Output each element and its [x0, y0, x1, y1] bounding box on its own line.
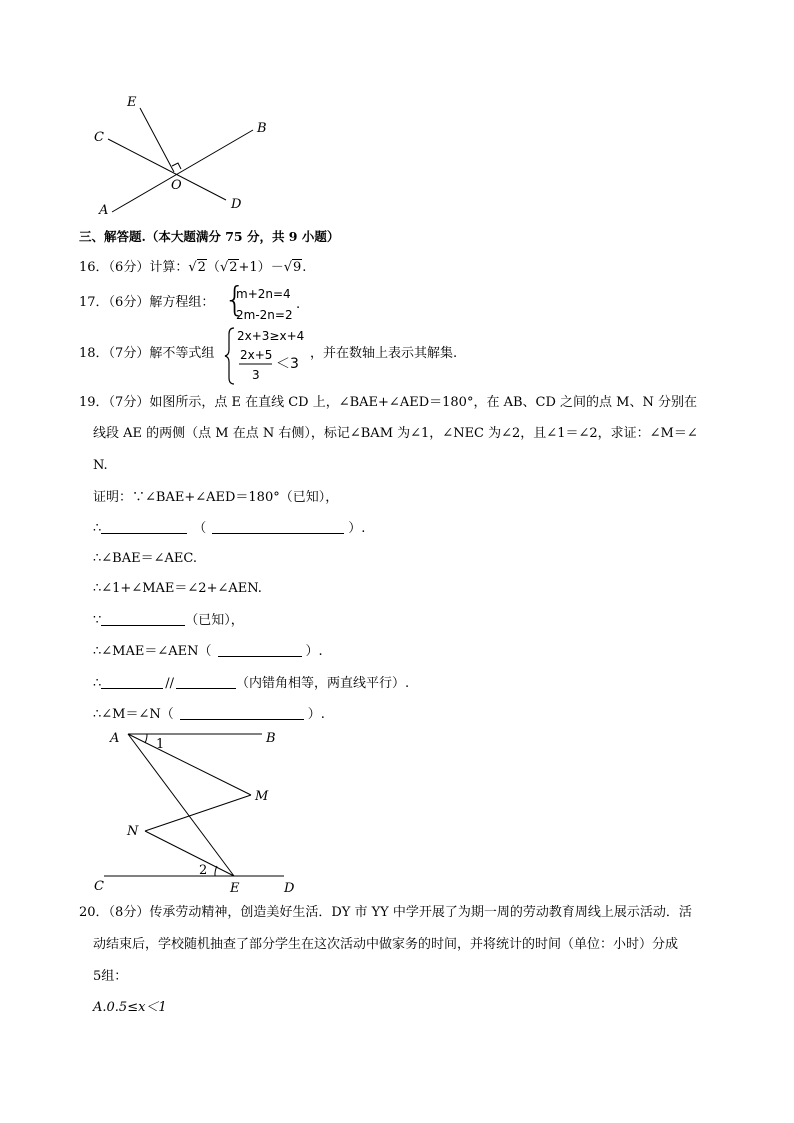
- q16-radicand-3: 9: [293, 260, 302, 275]
- figure1-label-E: E: [127, 95, 137, 110]
- reason-parallel: （内错角相等，两直线平行）.: [236, 676, 410, 691]
- q20-score: （8分）: [108, 905, 150, 920]
- sqrt-icon: √: [219, 260, 229, 275]
- proof-line-3: ∴∠BAE＝∠AEC.: [93, 551, 197, 566]
- fig19-label-angle1: 1: [156, 737, 165, 752]
- fig19-label-M: M: [255, 789, 269, 804]
- segment-NE: [145, 831, 234, 876]
- question-19-line-2: 线段 AE 的两侧（点 M 在点 N 右侧），标记∠BAM 为∠1，∠NEC 为∠2，且∠1＝∠2，求证：∠M＝∠: [93, 426, 698, 441]
- fig19-label-E: E: [230, 881, 240, 896]
- q20-group-A: A.0.5≤x＜1: [93, 1000, 167, 1015]
- q18-number: 18．: [79, 346, 109, 361]
- q18-less-than: ＜3: [276, 356, 299, 372]
- close-paren: ）.: [307, 707, 325, 722]
- question-20-line-3: 5组：: [93, 969, 128, 984]
- figure1-label-O: O: [171, 178, 182, 193]
- q18-numerator: 2x+5: [240, 348, 273, 362]
- fig19-label-D: D: [284, 881, 295, 896]
- sqrt-icon: √: [283, 260, 292, 275]
- q17-equation-2: 2m-2n=2: [236, 308, 293, 322]
- angle-2-arc: [215, 866, 217, 876]
- q19-score: （7分）: [108, 395, 150, 410]
- q17-score: （6分）: [108, 295, 150, 310]
- close-paren: ）.: [305, 644, 323, 659]
- fig19-label-angle2: 2: [199, 863, 208, 878]
- q17-text: 解方程组：: [149, 295, 215, 310]
- fig19-label-A: A: [110, 731, 120, 746]
- question-20-line-2: 动结束后，学校随机抽查了部分学生在这次活动中做家务的时间，并将统计的时间（单位：小时）分成: [93, 937, 679, 952]
- close-paren: ）.: [348, 521, 366, 536]
- figure1-label-C: C: [94, 130, 104, 145]
- q19-line1: 如图所示，点 E 在直线 CD 上，∠BAE+∠AED＝180°，在 AB、CD 之间的点 M、N 分别在: [149, 395, 697, 410]
- q16-plus1: +1）: [238, 260, 271, 275]
- parallel-symbol: //: [165, 676, 175, 691]
- proof-line-1: 证明：∵∠BAE+∠AED＝180°（已知），: [93, 490, 339, 505]
- therefore-symbol: ∴: [93, 676, 102, 691]
- q16-radicand-1: 2: [197, 260, 206, 275]
- proof-line-4: ∴∠1+∠MAE＝∠2+∠AEN.: [93, 581, 262, 596]
- q18-tail: ，并在数轴上表示其解集.: [310, 346, 458, 361]
- because-symbol: ∵: [93, 613, 102, 628]
- q19-number: 19．: [79, 395, 109, 410]
- q16-radicand-2: 2: [229, 260, 238, 275]
- question-19-line-3: N.: [93, 458, 108, 473]
- q20-line1: 传承劳动精神，创造美好生活．DY 市 YY 中学开展了为期一周的劳动教育周线上展示活动．活: [149, 905, 692, 920]
- figure1-label-D: D: [231, 197, 242, 212]
- q18-inequality-1: 2x+3≥x+4: [237, 329, 305, 343]
- reason-known: （已知），: [185, 613, 244, 628]
- segment-AM: [128, 734, 251, 795]
- left-brace-icon: {: [224, 280, 246, 320]
- q17-end: .: [296, 297, 301, 312]
- q16-score: （6分）: [108, 260, 150, 275]
- therefore-symbol: ∴: [93, 521, 102, 536]
- open-paren: （: [193, 521, 207, 536]
- fig19-label-N: N: [127, 824, 139, 839]
- sqrt-icon: √: [188, 260, 197, 275]
- section-title: 三、解答题.（本大题满分 75 分，共 9 小题）: [79, 229, 340, 244]
- fig19-label-B: B: [266, 731, 276, 746]
- proof-6-text: ∴∠MAE＝∠AEN（: [93, 644, 212, 659]
- q16-number: 16．: [79, 260, 109, 275]
- q16-text: 计算：: [149, 260, 189, 275]
- q20-number: 20．: [79, 905, 109, 920]
- q16-minus: －: [270, 260, 284, 275]
- proof-8-text: ∴∠M＝∠N（: [93, 707, 174, 722]
- figure1-label-A: A: [99, 203, 109, 218]
- q18-text: 解不等式组: [149, 346, 215, 361]
- segment-MN: [145, 795, 251, 831]
- q18-denominator: 3: [252, 368, 260, 382]
- fig19-label-C: C: [94, 879, 104, 894]
- segment-AE: [128, 734, 234, 876]
- angle-1-arc: [145, 734, 147, 743]
- q17-equation-1: m+2n=4: [236, 287, 291, 301]
- q16-paren-open: （: [206, 260, 220, 275]
- question-20-line-1: [79, 904, 692, 922]
- q17-number: 17．: [79, 295, 109, 310]
- q18-score: （7分）: [108, 346, 150, 361]
- q16-end: .: [302, 260, 307, 275]
- figure1-label-B: B: [257, 121, 267, 136]
